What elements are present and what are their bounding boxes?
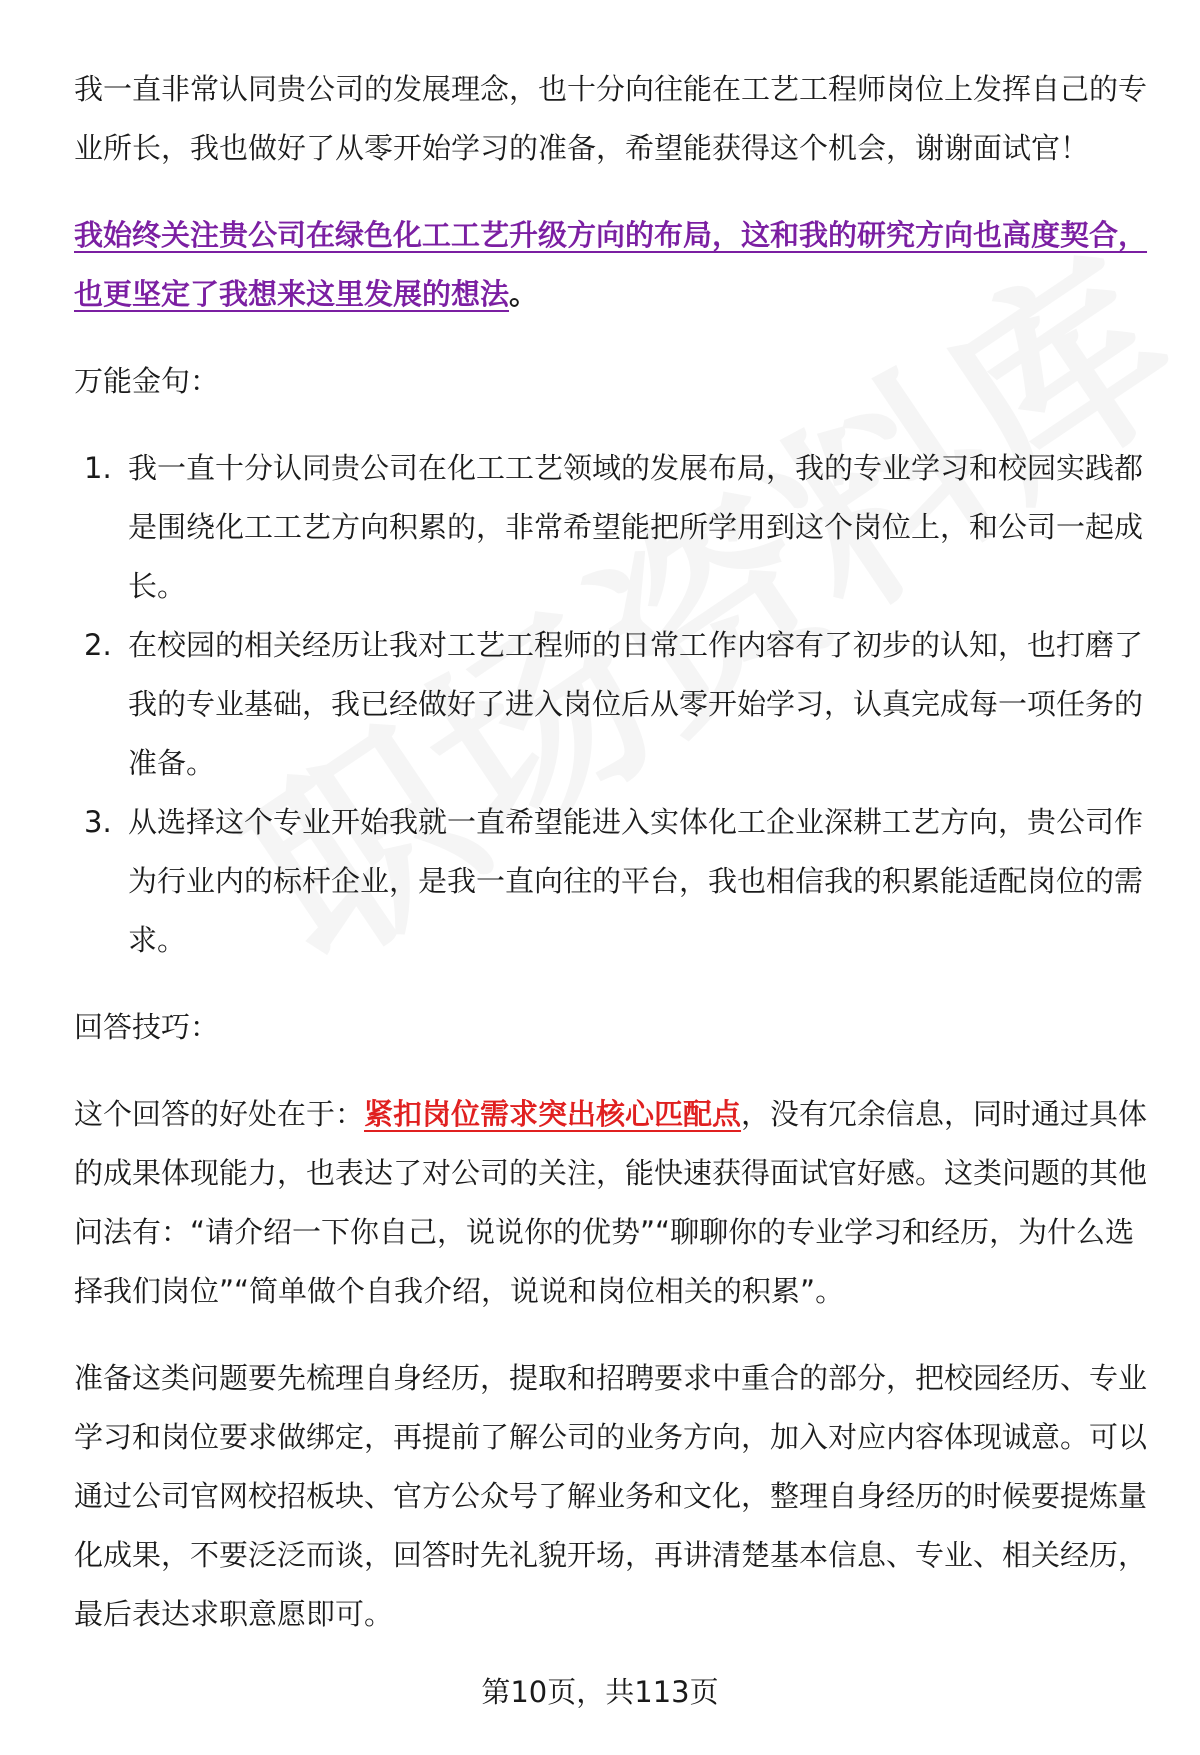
tip-prefix: 这个回答的好处在于： (74, 1097, 365, 1131)
preparation-paragraph: 准备这类问题要先梳理自身经历，提取和招聘要求中重合的部分，把校园经历、专业学习和岗位要求做绑定，再提前了解公司的业务方向，加入对应内容体现诚意。可以通过公司官网校招板块、官方公众号了解业务和文化，整理自身经历的时候要提炼量化成果，不要泛泛而谈，回答时先礼貌开场，再讲清楚基本信息、专业、相关经历，最后表达求职意愿即可。 (74, 1361, 1148, 1631)
intro-paragraph: 我一直非常认同贵公司的发展理念，也十分向往能在工艺工程师岗位上发挥自己的专业所长，我也做好了从零开始学习的准备，希望能获得这个机会，谢谢面试官！ (74, 72, 1148, 165)
highlight-paragraph (74, 206, 1154, 324)
tip-highlight: 紧扣岗位需求突出核心匹配点 (364, 1097, 742, 1131)
golden-sentences-list (74, 439, 1154, 970)
golden-sentences-heading: 万能金句： (74, 364, 220, 398)
list-item-text: 在校园的相关经历让我对工艺工程师的日常工作内容有了初步的认知，也打磨了我的专业基础，我已经做好了进入岗位后从零开始学习，认真完成每一项任务的准备。 (128, 628, 1144, 780)
list-item (74, 793, 1154, 970)
list-item-text: 从选择这个专业开始我就一直希望能进入实体化工企业深耕工艺方向，贵公司作为行业内的标杆企业，是我一直向往的平台，我也相信我的积累能适配岗位的需求。 (128, 805, 1144, 957)
list-number: 1. (84, 451, 112, 485)
tip-rest: ，没有冗余信息，同时通过具体的成果体现能力，也表达了对公司的关注，能快速获得面试官好感。这类问题的其他问法有：“请介绍一下你自己，说说你的优势”“聊聊你的专业学习和经历，为什么选择我们岗位”“简单做个自我介绍，说说和岗位相关的积累”。 (74, 1097, 1148, 1308)
highlight-statement: 我始终关注贵公司在绿色化工工艺升级方向的布局，这和我的研究方向也高度契合，也更坚定了我想来这里发展的想法 (74, 218, 1148, 311)
tip-paragraph (74, 1085, 1154, 1321)
list-item (74, 439, 1154, 616)
document-page (74, 60, 1154, 1644)
list-number: 3. (84, 805, 112, 839)
list-item-text: 我一直十分认同贵公司在化工工艺领域的发展布局，我的专业学习和校园实践都是围绕化工工艺方向积累的，非常希望能把所学用到这个岗位上，和公司一起成长。 (128, 451, 1144, 603)
list-item (74, 616, 1154, 793)
page-number-footer: 第10页，共113页 (481, 1675, 719, 1709)
answer-tips-heading: 回答技巧： (74, 1010, 220, 1044)
highlight-period: 。 (509, 277, 539, 311)
list-number: 2. (84, 628, 112, 662)
